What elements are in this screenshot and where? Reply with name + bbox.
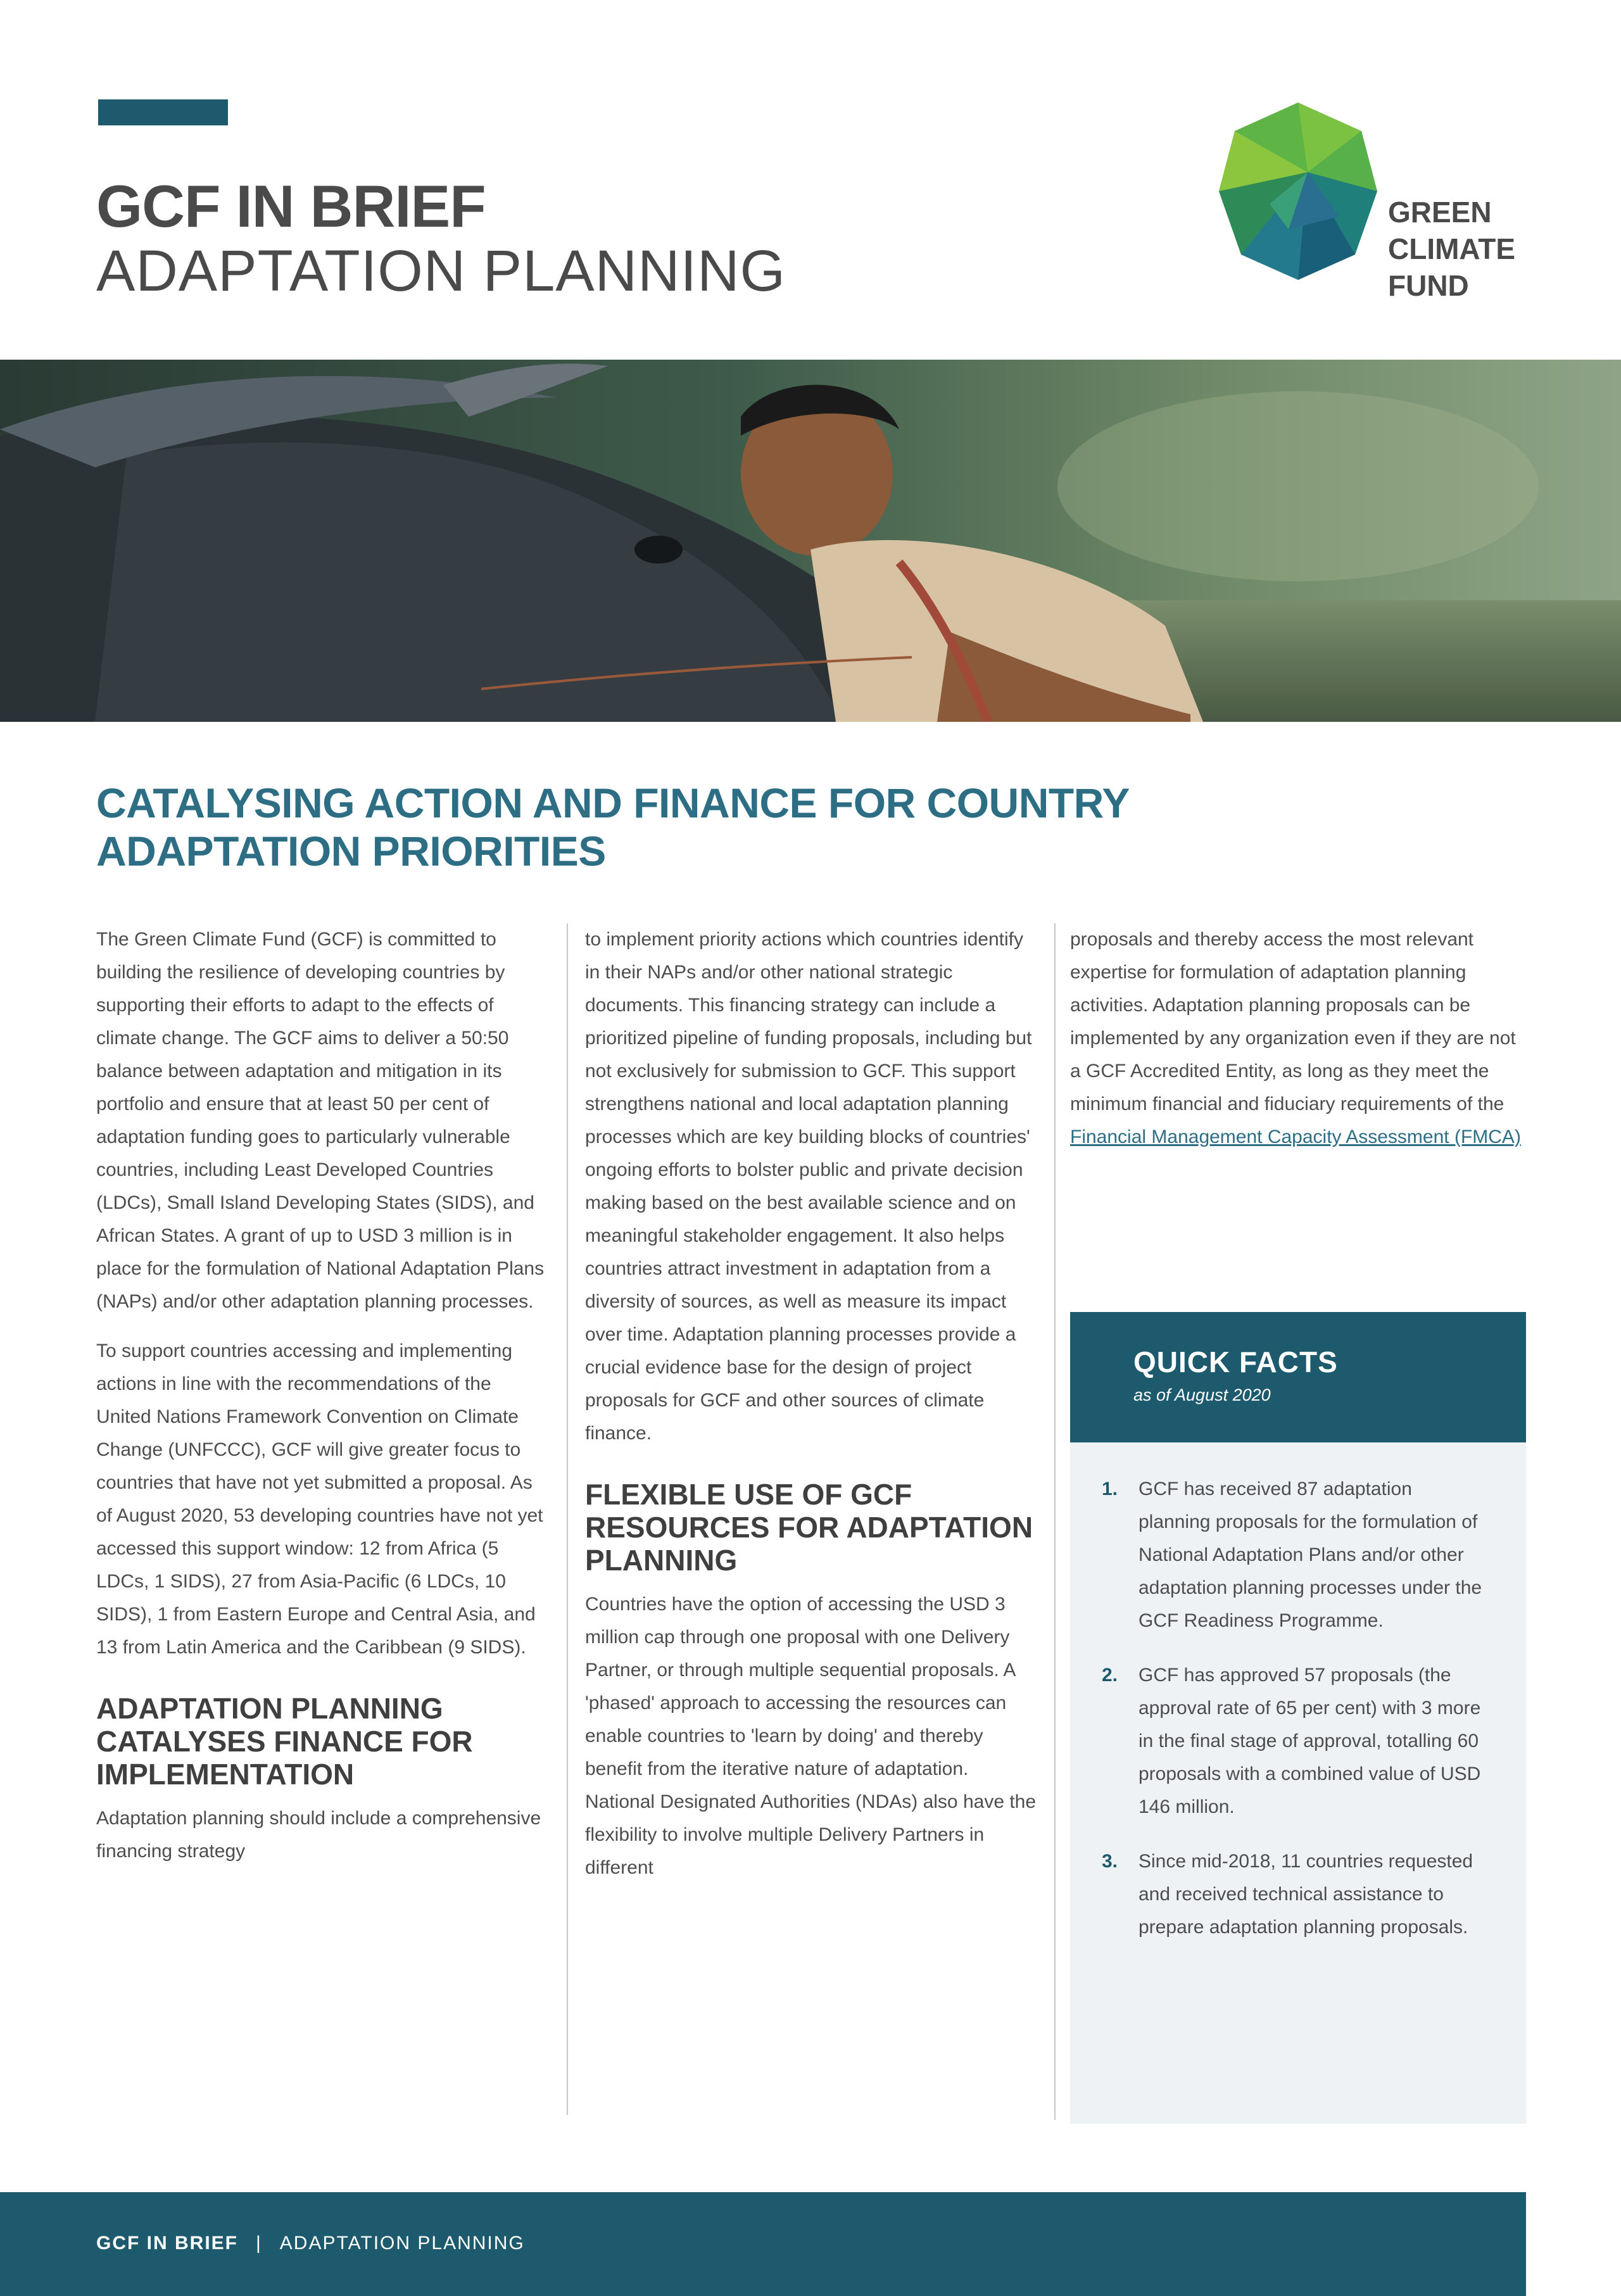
list-item — [1102, 1845, 1488, 1944]
subheading: FLEXIBLE USE OF GCF RESOURCES FOR ADAPTATION PLANNING — [585, 1478, 1033, 1577]
list-text: GCF has received 87 adaptation planning proposals for the formulation of National Adaptation Plans and/or other adaptation planning processes under the GCF Readiness Programme. — [1138, 1479, 1482, 1631]
list-number: 1. — [1102, 1479, 1118, 1499]
gcf-logo-icon — [1213, 96, 1384, 286]
footer-text — [96, 2233, 525, 2254]
fmca-link[interactable]: Financial Management Capacity Assessment (FMCA) — [1070, 1126, 1521, 1147]
paragraph: to implement priority actions which countries identify in their NAPs and/or other national strategic documents. This financing strategy can include a prioritized pipeline of funding proposals, including but not exclusively for submission to GCF. This support strengthens national and local adaptation planning processes which are key building blocks of countries' ongoing efforts to bolster public and private decision making based on the best available science and on meaningful stakeholder engagement. It also helps countries attract investment in adaptation from a diversity of sources, as well as measure its impact over time. Adaptation planning processes provide a crucial evidence base for the design of project proposals for GCF and other sources of climate finance. — [585, 929, 1032, 1444]
paragraph — [1070, 923, 1526, 1154]
paragraph: To support countries accessing and implementing actions in line with the recommendations of the United Nations Framework Convention on Climate Change (UNFCCC), GCF will give greater focus to countries that have not yet submitted a proposal. As of August 2020, 53 developing countries have not yet accessed this support window: 12 from Africa (5 LDCs, 1 SIDS), 27 from Asia-Pacific (6 LDCs, 10 SIDS), 1 from Eastern Europe and Central Asia, and 13 from Latin America and the Caribbean (9 SIDS). — [96, 1340, 543, 1658]
logo-wordmark — [1388, 194, 1515, 304]
logo-word-green: GREEN — [1388, 196, 1492, 229]
page-title: GCF IN BRIEF — [96, 173, 486, 239]
logo-word-fund: FUND — [1388, 269, 1469, 302]
paragraph: The Green Climate Fund (GCF) is committed to building the resilience of developing countries by supporting their efforts to adapt to the effects of climate change. The GCF aims to deliver a 50:50 balance between adaptation and mitigation in its portfolio and ensure that at least 50 per cent of adaptation funding goes to particularly vulnerable countries, including Least Developed Countries (LDCs), Small Island Developing States (SIDS), and African States. A grant of up to USD 3 million is in place for the formulation of National Adaptation Plans (NAPs) and/or other adaptation planning processes. — [96, 929, 545, 1312]
page-subtitle: ADAPTATION PLANNING — [96, 239, 786, 303]
list-number: 2. — [1102, 1665, 1118, 1686]
list-text: GCF has approved 57 proposals (the approval rate of 65 per cent) with 3 more in the final stage of approval, totalling 60 proposals with a combined value of USD 146 million. — [1138, 1665, 1481, 1817]
text-column-2 — [585, 923, 1038, 1901]
footer-left: GCF IN BRIEF — [96, 2233, 238, 2254]
quick-facts-title: QUICK FACTS — [1133, 1346, 1338, 1378]
paragraph: Countries have the option of accessing the USD 3 million cap through one proposal with one Delivery Partner, or through multiple sequential proposals. A 'phased' approach to accessing the resources can enable countries to 'learn by doing' and thereby benefit from the iterative nature of adaptation. National Designated Authorities (NDAs) also have the flexibility to involve multiple Delivery Partners in different — [585, 1594, 1037, 1878]
quick-facts-header — [1070, 1312, 1526, 1442]
list-text: Since mid-2018, 11 countries requested and received technical assistance to prepare adaptation planning proposals. — [1138, 1851, 1473, 1938]
subheading: ADAPTATION PLANNING CATALYSES FINANCE FOR IMPLEMENTATION — [96, 1692, 473, 1791]
paragraph-text: proposals and thereby access the most relevant expertise for formulation of adaptation planning activities. Adaptation planning proposals can be implemented by any organization even if they are not a GCF Accredited Entity, as long as they meet the minimum financial and fiduciary requirements of the — [1070, 929, 1516, 1114]
footer-separator: | — [256, 2233, 262, 2254]
list-item — [1102, 1473, 1488, 1637]
list-item — [1102, 1659, 1488, 1824]
footer-right: ADAPTATION PLANNING — [279, 2233, 525, 2254]
section-heading: CATALYSING ACTION AND FINANCE FOR COUNTRY ADAPTATION PRIORITIES — [96, 779, 1129, 874]
column-divider — [1054, 923, 1056, 2120]
hero-photo — [0, 360, 1621, 722]
column-divider — [567, 923, 568, 2115]
paragraph: Adaptation planning should include a comprehensive financing strategy — [96, 1808, 541, 1862]
quick-facts-list — [1070, 1442, 1526, 2124]
quick-facts-date: as of August 2020 — [1133, 1385, 1271, 1404]
text-column-1 — [96, 923, 550, 1884]
list-number: 3. — [1102, 1851, 1118, 1872]
text-column-3 — [1070, 923, 1526, 1170]
logo-word-climate: CLIMATE — [1388, 232, 1516, 265]
header-accent-bar — [98, 99, 228, 125]
